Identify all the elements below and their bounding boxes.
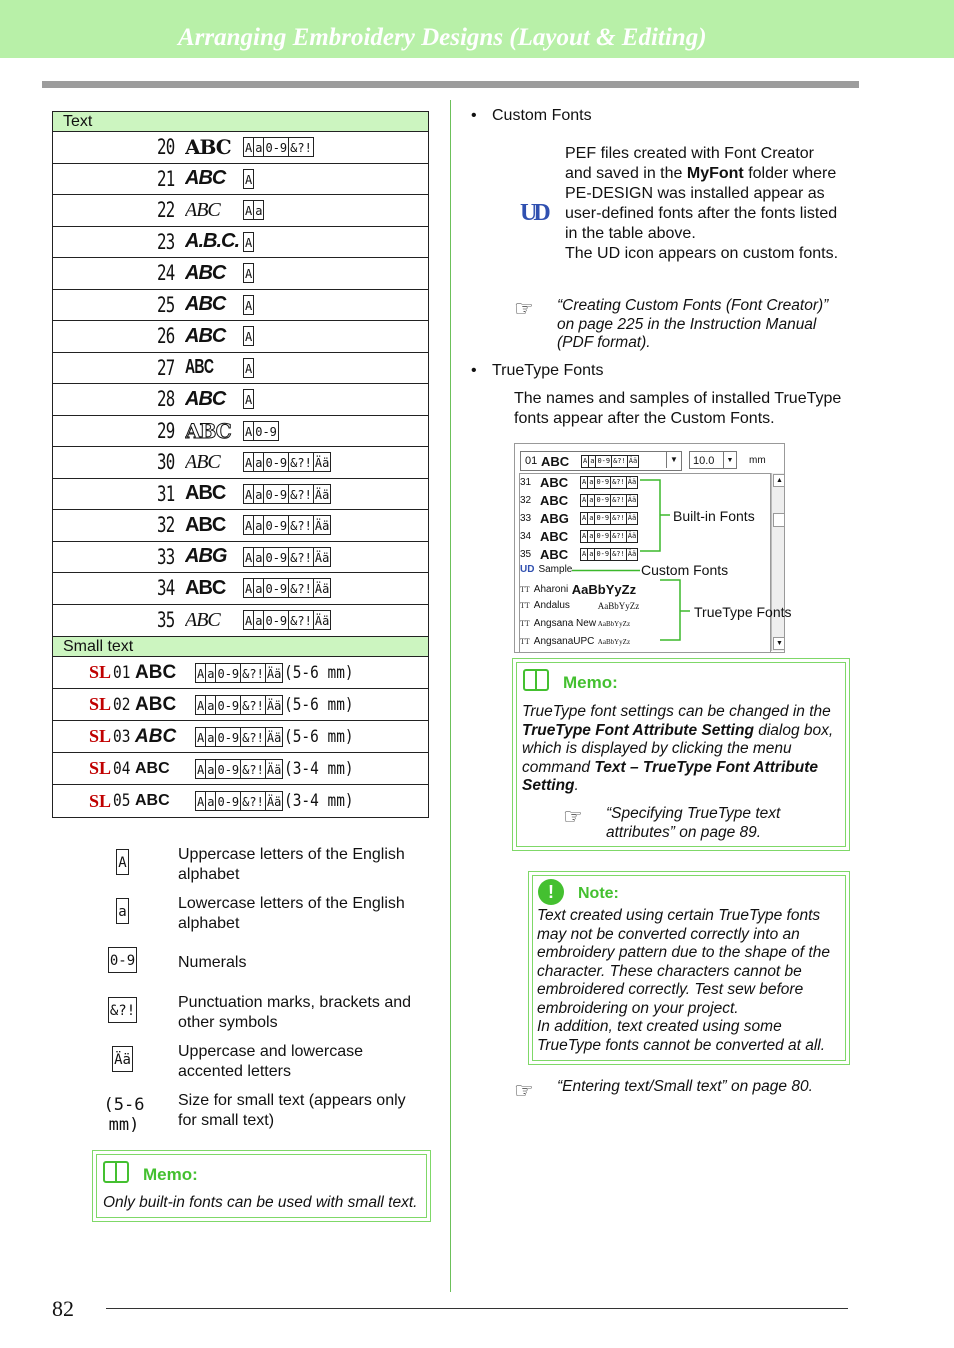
font-sample: ABG <box>185 545 227 568</box>
font-number: 26 <box>157 324 175 349</box>
bullet-dot-2: • <box>471 362 477 379</box>
scroll-down-icon[interactable]: ▼ <box>773 637 785 650</box>
font-number: 32 <box>520 495 532 506</box>
reference-custom-fonts[interactable]: “Creating Custom Fonts (Font Creator)” on page 225 in the Instruction Manual (PDF format). <box>557 297 829 351</box>
char-set-icon: a <box>205 695 216 715</box>
char-set-icon: A <box>580 548 588 561</box>
builtin-font-row[interactable] <box>520 493 637 508</box>
char-set-icon: &?! <box>240 695 266 715</box>
char-set-icon: 0-9 <box>215 695 241 715</box>
char-set-icon: a <box>205 727 216 747</box>
size-indicator: (3-4 mm) <box>284 791 354 811</box>
font-number: 29 <box>157 418 175 443</box>
char-set-icon: Ää <box>626 530 638 543</box>
char-set-icon: a <box>253 610 264 630</box>
custom-fonts-description: PEF files created with Font Creator and saved in the MyFont folder where PE-DESIGN was installed appear as user-defined fonts after the fonts listed in the table above. The UD icon appears on custom fonts. <box>565 145 839 262</box>
char-set-icon: Ää <box>265 791 283 811</box>
char-set-icon: A <box>243 515 254 535</box>
font-sample: ABC <box>135 792 170 809</box>
char-set-icon: Ää <box>313 515 331 535</box>
font-row[interactable] <box>53 195 428 227</box>
legend-icon <box>84 1095 164 1135</box>
font-name: AngsanaUPC <box>533 636 595 647</box>
char-set-icon: Ää <box>313 452 331 472</box>
font-row[interactable] <box>53 353 428 385</box>
table-section-text: Text <box>53 112 428 132</box>
truetype-font-row[interactable] <box>520 582 636 597</box>
char-set-icons <box>243 326 253 346</box>
memo-title: Memo: <box>143 1165 198 1184</box>
small-font-rows <box>53 657 428 817</box>
truetype-font-row[interactable] <box>520 636 630 647</box>
char-set-icon: A <box>580 512 588 525</box>
font-row[interactable] <box>53 605 428 637</box>
page-number: 82 <box>52 1296 74 1321</box>
font-row[interactable] <box>53 447 428 479</box>
char-set-icons <box>243 515 330 535</box>
char-set-icon: a <box>253 200 264 220</box>
font-sample: ABC <box>185 513 226 536</box>
font-row[interactable] <box>53 573 428 605</box>
font-sample: ABC <box>540 493 569 508</box>
char-set-icon: Ää <box>265 727 283 747</box>
char-set-icon: A <box>195 663 206 683</box>
text-font-rows <box>53 132 428 636</box>
legend-icon <box>100 997 144 1023</box>
char-set-icon: &?! <box>610 530 627 543</box>
font-sample: ABC <box>185 482 226 505</box>
char-set-icon: Ää <box>626 494 638 507</box>
char-set-icon: A <box>195 791 206 811</box>
font-number: 05 <box>113 791 131 811</box>
char-set-icon: A <box>243 263 254 283</box>
font-number: 01 <box>113 662 131 683</box>
font-row[interactable] <box>53 290 428 322</box>
small-font-row[interactable] <box>53 753 428 785</box>
font-number: 03 <box>113 726 131 747</box>
char-set-icon: Ää <box>313 578 331 598</box>
font-row[interactable] <box>53 479 428 511</box>
font-sample: AaBbYyZz <box>597 637 631 646</box>
char-set-icon: 0-9 <box>215 727 241 747</box>
char-set-icons <box>243 452 330 472</box>
note-text: Text created using certain TrueType fonts may not be converted correctly into an embroidery pattern due to the shape of the character. These characters cannot be embroidered correctly. Test sew before embroidering on your project. In addition, text created using some TrueType fonts cannot be converted at all. <box>537 907 830 1054</box>
font-sample: ABC <box>135 693 177 715</box>
size-field[interactable]: 10.0 ▼ <box>689 451 737 469</box>
char-set-icon: &?! <box>240 759 266 779</box>
font-row[interactable] <box>53 227 428 259</box>
truetype-icon: TT <box>520 619 530 628</box>
char-set-icon: &?! <box>288 484 314 504</box>
char-set-icon: Ää <box>313 484 331 504</box>
font-sample: ABC <box>185 167 226 190</box>
small-text-icon: SL <box>89 758 112 778</box>
small-font-row[interactable] <box>53 785 428 817</box>
legend-icon <box>100 898 144 924</box>
legend-icon <box>100 849 144 875</box>
char-set-icon: &?! <box>240 791 266 811</box>
char-set-icon: 0-9 <box>215 759 241 779</box>
char-set-icon: 0-9 <box>594 512 611 525</box>
font-sample: ABC <box>185 261 226 284</box>
note-title: Note: <box>578 885 619 902</box>
char-set-icon: a <box>253 547 264 567</box>
size-indicator: (3-4 mm) <box>284 758 354 779</box>
font-sample: ABC <box>185 418 231 443</box>
truetype-heading: TrueType Fonts <box>492 362 604 379</box>
font-number: 34 <box>520 531 532 542</box>
char-set-icon: 0-9 <box>108 947 137 973</box>
char-set-icon: A <box>116 849 128 875</box>
char-set-icon: 0-9 <box>263 515 289 535</box>
char-set-icon: &?! <box>610 512 627 525</box>
font-dropdown[interactable]: 01 ABC A a 0-9 &?! Ää ▼ <box>520 451 682 471</box>
char-set-icons <box>243 389 253 409</box>
truetype-font-row[interactable] <box>520 600 639 611</box>
char-set-icon: A <box>580 530 588 543</box>
char-set-icon: a <box>253 515 264 535</box>
font-sample: AaBbYyZz <box>597 600 640 611</box>
char-set-icon: Ää <box>313 610 331 630</box>
char-set-icon: &?! <box>240 663 266 683</box>
char-set-icon: a <box>253 137 264 157</box>
size-icon: (5-6 mm) <box>103 1095 145 1135</box>
truetype-icon: TT <box>520 601 530 610</box>
memo-title: Memo: <box>563 673 618 692</box>
char-set-icon: Ää <box>265 663 283 683</box>
chevron-down-icon[interactable]: ▼ <box>666 452 681 468</box>
char-set-icon: a <box>253 578 264 598</box>
font-row[interactable] <box>53 164 428 196</box>
font-row[interactable] <box>53 321 428 353</box>
char-set-icon: A <box>195 727 206 747</box>
font-sample: ABC <box>185 576 226 599</box>
custom-fonts-heading: Custom Fonts <box>492 107 592 124</box>
char-set-icon: A <box>243 200 254 220</box>
font-row[interactable] <box>53 384 428 416</box>
font-number: 27 <box>157 355 175 380</box>
callout-custom-fonts: Custom Fonts <box>641 562 729 578</box>
char-set-icon: 0-9 <box>263 578 289 598</box>
char-set-icon: &?! <box>108 997 137 1023</box>
char-set-icon: a <box>205 791 216 811</box>
char-set-icon: Ää <box>626 476 638 489</box>
footer-rule <box>106 1308 848 1309</box>
char-set-icon: a <box>116 898 128 924</box>
char-set-icon: 0-9 <box>263 452 289 472</box>
char-set-icon: &?! <box>288 452 314 472</box>
char-set-icon: a <box>587 476 595 489</box>
char-set-icon: a <box>587 530 595 543</box>
char-set-icons <box>243 169 253 189</box>
font-sample: ABC <box>540 547 569 562</box>
char-set-icon: 0-9 <box>215 663 241 683</box>
font-sample: ABC <box>185 608 220 631</box>
reference-truetype-attributes[interactable]: “Specifying TrueType text attributes” on page 89. <box>606 805 781 841</box>
header-divider-bar <box>42 81 859 88</box>
scrollbar[interactable] <box>771 473 785 651</box>
legend-text: Numerals <box>178 954 247 971</box>
font-row[interactable] <box>53 510 428 542</box>
char-set-icon: 0-9 <box>263 610 289 630</box>
reference-hand-icon: ☞ <box>563 804 583 829</box>
char-set-icon: 0-9 <box>594 494 611 507</box>
font-name: Aharoni <box>533 584 569 595</box>
font-number: 22 <box>157 198 175 223</box>
reference-hand-icon: ☞ <box>514 1078 534 1103</box>
memo-book-icon <box>103 1161 129 1183</box>
scroll-up-icon[interactable]: ▲ <box>773 474 785 487</box>
size-indicator: (5-6 mm) <box>284 694 354 715</box>
char-set-icons <box>243 232 253 252</box>
char-set-icon: a <box>253 484 264 504</box>
legend-text: Lowercase letters of the English alphabet <box>178 895 405 932</box>
char-set-icon: &?! <box>610 548 627 561</box>
ud-icon: UD <box>520 564 535 575</box>
legend-text: Uppercase and lowercase accented letters <box>178 1043 363 1080</box>
char-set-icon: a <box>205 663 216 683</box>
font-row[interactable] <box>53 416 428 448</box>
char-set-icon: &?! <box>288 515 314 535</box>
char-set-icon: A <box>195 759 206 779</box>
font-table <box>52 111 429 818</box>
char-set-icon: &?! <box>240 727 266 747</box>
font-sample: A.B.C. <box>185 230 239 253</box>
char-set-icon: A <box>243 169 254 189</box>
font-sample: AaBbYyZz <box>597 619 631 628</box>
font-number: 04 <box>113 758 131 779</box>
char-set-icon: &?! <box>288 137 314 157</box>
char-set-icon: A <box>580 494 588 507</box>
char-set-icon: A <box>195 695 206 715</box>
char-set-icons <box>243 295 253 315</box>
font-sample: ABG <box>540 511 569 526</box>
font-number: 28 <box>157 387 175 412</box>
small-font-row[interactable] <box>53 721 428 753</box>
char-set-icon: A <box>243 232 254 252</box>
custom-font-row[interactable]: UD Sample <box>520 564 573 575</box>
font-number: 33 <box>520 513 532 524</box>
size-indicator: (5-6 mm) <box>284 662 354 683</box>
char-set-icon: A <box>243 547 254 567</box>
font-number: 23 <box>157 229 175 254</box>
ud-icon: UD <box>520 200 547 226</box>
truetype-icon: TT <box>520 585 530 594</box>
char-set-icons <box>243 358 253 378</box>
column-divider <box>450 100 451 1292</box>
legend-text: Punctuation marks, brackets and other symbols <box>178 994 412 1031</box>
char-set-icon: Ää <box>626 512 638 525</box>
char-set-icon: Ää <box>313 547 331 567</box>
callout-builtin-fonts: Built-in Fonts <box>673 508 755 524</box>
memo-text: Only built-in fonts can be used with small text. <box>103 1194 418 1211</box>
font-sample: ABC <box>540 529 569 544</box>
font-sample: ABC <box>185 135 231 160</box>
font-number: 35 <box>157 608 175 633</box>
char-set-icons <box>243 200 263 220</box>
font-number: 31 <box>520 477 532 488</box>
custom-callout-line <box>572 569 642 573</box>
char-set-icons <box>195 727 282 747</box>
memo-box-small-text <box>92 1150 431 1222</box>
char-set-icon: 0-9 <box>263 137 289 157</box>
char-set-icons <box>195 663 282 683</box>
truetype-description: The names and samples of installed TrueType fonts appear after the Custom Fonts. <box>514 390 842 427</box>
reference-hand-icon: ☞ <box>514 296 534 321</box>
char-set-icon: 0-9 <box>594 476 611 489</box>
table-section-small-text: Small text <box>53 636 428 657</box>
memo-text: TrueType font settings can be changed in the TrueType Font Attribute Setting dialog box, which is displayed by clicking the menu command Text – TrueType Font Attribute Setting. <box>522 703 834 794</box>
char-set-icon: 0-9 <box>263 484 289 504</box>
char-set-icons <box>243 547 330 567</box>
font-number: 31 <box>157 481 175 506</box>
small-font-row[interactable] <box>53 657 428 689</box>
font-number: 20 <box>157 135 175 160</box>
char-set-icon: A <box>243 421 254 441</box>
char-set-icon: 0-9 <box>263 547 289 567</box>
font-number: 33 <box>157 544 175 569</box>
small-font-row[interactable] <box>53 689 428 721</box>
truetype-icon: TT <box>520 637 530 646</box>
font-sample: ABC <box>185 293 226 316</box>
font-sample: ABC <box>135 661 177 683</box>
char-set-icon: A <box>243 295 254 315</box>
char-set-icons <box>195 695 282 715</box>
scroll-thumb[interactable] <box>773 513 785 527</box>
small-text-icon: SL <box>89 694 112 714</box>
font-sample: ABC <box>540 475 569 490</box>
char-set-icon: A <box>243 610 254 630</box>
memo-book-icon <box>523 669 549 691</box>
char-set-icon: A <box>243 484 254 504</box>
builtin-font-row[interactable] <box>520 475 637 490</box>
char-set-icon: Ää <box>112 1046 133 1072</box>
font-number: 34 <box>157 576 175 601</box>
builtin-font-row[interactable] <box>520 529 637 544</box>
page-header-title: Arranging Embroidery Designs (Layout & Editing) <box>178 24 707 51</box>
font-number: 35 <box>520 549 532 560</box>
char-set-icon: &?! <box>610 494 627 507</box>
char-set-icon: 0-9 <box>594 548 611 561</box>
char-set-icon: A <box>580 476 588 489</box>
char-set-icon: &?! <box>288 610 314 630</box>
legend-text: Uppercase letters of the English alphabet <box>178 846 405 883</box>
char-set-icons <box>243 263 253 283</box>
char-set-icons <box>243 421 278 441</box>
font-name: Angsana New <box>533 618 597 629</box>
font-sample: ABC <box>135 725 177 747</box>
small-text-icon: SL <box>89 790 112 811</box>
char-set-icon: &?! <box>288 578 314 598</box>
font-number: 24 <box>157 261 175 286</box>
truetype-font-row[interactable] <box>520 618 630 629</box>
char-set-icon: A <box>243 578 254 598</box>
small-text-icon: SL <box>89 662 112 682</box>
char-set-icons <box>243 484 330 504</box>
char-set-icon: a <box>253 452 264 472</box>
char-set-icons <box>243 578 330 598</box>
font-number: 25 <box>157 292 175 317</box>
char-set-icon: A <box>243 389 254 409</box>
char-set-icon: &?! <box>610 476 627 489</box>
font-number: 30 <box>157 450 175 475</box>
font-name: Andalus <box>533 600 570 611</box>
font-sample: AaBbYyZz <box>571 582 637 597</box>
char-set-icon: A <box>243 326 254 346</box>
font-sample: ABC <box>185 356 214 379</box>
chevron-down-icon[interactable]: ▼ <box>723 452 736 468</box>
legend-icon <box>100 1046 144 1072</box>
char-set-icon: a <box>587 548 595 561</box>
char-set-icon: Ää <box>265 759 283 779</box>
font-sample: ABC <box>185 450 220 473</box>
font-sample: ABC <box>185 387 226 410</box>
note-box <box>528 871 850 1065</box>
font-row[interactable] <box>53 258 428 290</box>
font-sample: ABC <box>185 324 226 347</box>
char-set-icons <box>195 791 282 811</box>
font-sample: ABC <box>135 759 170 777</box>
unit-label: mm <box>749 455 766 466</box>
char-set-icons <box>243 610 330 630</box>
callout-truetype-fonts: TrueType Fonts <box>694 604 792 620</box>
builtin-font-row[interactable] <box>520 511 637 526</box>
char-set-icon: 0-9 <box>253 421 279 441</box>
char-set-icon: a <box>205 759 216 779</box>
char-set-icons <box>243 137 313 157</box>
font-number: 21 <box>157 166 175 191</box>
memo-box-truetype <box>512 658 850 851</box>
char-set-icon: 0-9 <box>215 791 241 811</box>
font-row[interactable] <box>53 542 428 574</box>
char-set-icon: A <box>243 137 254 157</box>
char-set-icon: &?! <box>288 547 314 567</box>
font-row[interactable] <box>53 132 428 164</box>
size-indicator: (5-6 mm) <box>284 726 354 747</box>
font-sample: ABC <box>185 198 220 221</box>
exclamation-icon: ! <box>538 879 564 905</box>
bullet-dot-1: • <box>471 107 477 124</box>
char-set-icon: a <box>587 494 595 507</box>
char-set-icon: Ää <box>265 695 283 715</box>
legend-text: Size for small text (appears only for small text) <box>178 1092 406 1129</box>
font-number: 02 <box>113 694 131 715</box>
char-set-icon: 0-9 <box>594 530 611 543</box>
char-set-icon: Ää <box>626 548 638 561</box>
small-text-icon: SL <box>89 726 112 746</box>
reference-entering-text[interactable]: “Entering text/Small text” on page 80. <box>557 1078 813 1095</box>
char-set-icons <box>195 759 282 779</box>
legend-icon <box>100 947 144 973</box>
char-set-icon: A <box>243 452 254 472</box>
builtin-font-row[interactable] <box>520 547 637 562</box>
font-number: 32 <box>157 513 175 538</box>
char-set-icon: A <box>243 358 254 378</box>
char-set-icon: a <box>587 512 595 525</box>
